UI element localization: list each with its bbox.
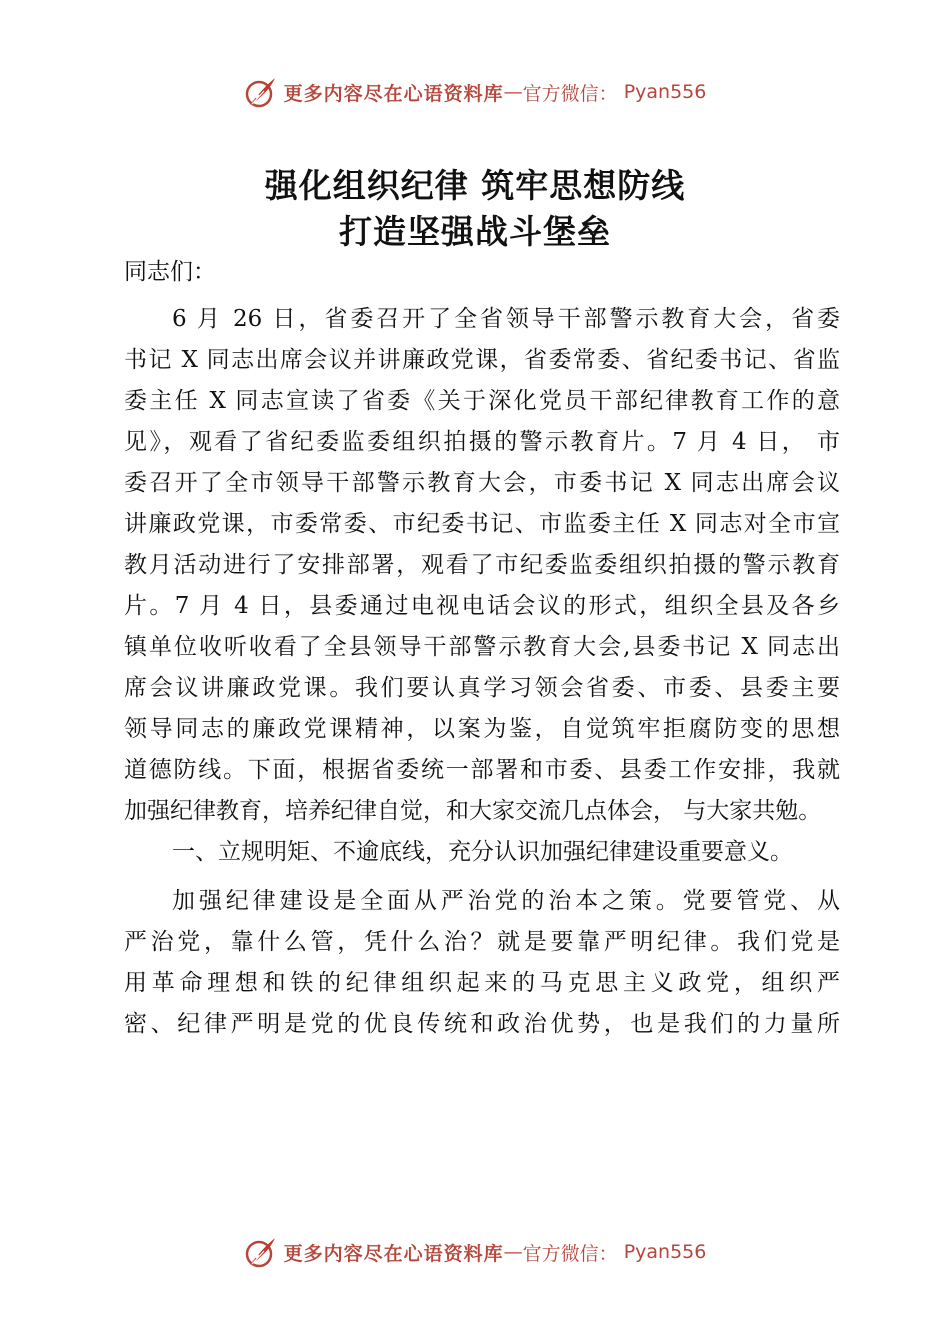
paragraph-line: 席会议讲廉政党课。我们要认真学习领会省委、市委、县委主要 <box>124 675 840 701</box>
paragraph-line: 镇单位收听收看了全县领导干部警示教育大会,县委书记 X 同志出 <box>124 634 840 660</box>
watermark-separator: — <box>503 81 523 103</box>
paragraph-line: 用革命理想和铁的纪律组织起来的马克思主义政党，组织严 <box>124 970 840 996</box>
watermark-wechat-id: Pyan556 <box>623 1241 707 1263</box>
paragraph-line: 严治党，靠什么管，凭什么治？就是要靠严明纪律。我们党是 <box>124 929 840 955</box>
paragraph-line: 委召开了全市领导干部警示教育大会，市委书记 X 同志出席会议 <box>124 470 840 496</box>
watermark-separator: — <box>503 1241 523 1263</box>
greeting: 同志们： <box>124 259 216 285</box>
document-body <box>124 252 840 1045</box>
watermark-brand-text: 更多内容尽在心语资料库 <box>283 82 504 105</box>
watermark-label: 官方微信： <box>522 82 618 105</box>
paragraph-1 <box>124 299 840 832</box>
document-title-line-2: 打造坚强战斗堡垒 <box>339 212 611 251</box>
paragraph-line: 领导同志的廉政党课精神，以案为鉴，自觉筑牢拒腐防变的思想 <box>124 716 840 742</box>
paragraph-line: 片。7 月 4 日，县委通过电视电话会议的形式，组织全县及各乡 <box>124 593 840 619</box>
watermark-brand-text: 更多内容尽在心语资料库 <box>283 1242 504 1265</box>
paragraph-line: 委主任 X 同志宣读了省委《关于深化党员干部纪律教育工作的意 <box>124 388 840 414</box>
paragraph-line: 见》，观看了省纪委监委组织拍摄的警示教育片。7 月 4 日， 市 <box>124 429 840 455</box>
footer-watermark <box>0 1232 950 1272</box>
paragraph-line: 加强纪律教育，培养纪律自觉，和大家交流几点体会， 与大家共勉。 <box>124 798 822 824</box>
feather-pen-logo-icon <box>244 1235 278 1269</box>
paragraph-line: 加强纪律建设是全面从严治党的治本之策。党要管党、从 <box>172 888 840 914</box>
watermark-label: 官方微信： <box>522 1242 618 1265</box>
paragraph-line: 书记 X 同志出席会议并讲廉政党课，省委常委、省纪委书记、省监 <box>124 347 840 373</box>
paragraph-line: 密、纪律严明是党的优良传统和政治优势，也是我们的力量所 <box>124 1011 840 1037</box>
header-watermark <box>0 72 950 112</box>
feather-pen-logo-icon <box>244 75 278 109</box>
paragraph-line: 教月活动进行了安排部署，观看了市纪委监委组织拍摄的警示教育 <box>124 552 840 578</box>
document-title-line-1: 强化组织纪律 筑牢思想防线 <box>264 166 686 205</box>
paragraph-2 <box>124 881 840 1045</box>
watermark-wechat-id: Pyan556 <box>623 81 707 103</box>
paragraph-line: 6 月 26 日，省委召开了全省领导干部警示教育大会，省委 <box>172 306 840 332</box>
section-heading: 一、立规明矩、不逾底线，充分认识加强纪律建设重要意义。 <box>172 839 793 865</box>
paragraph-line: 讲廉政党课，市委常委、市纪委书记、市监委主任 X 同志对全市宣 <box>124 511 840 537</box>
paragraph-line: 道德防线。下面，根据省委统一部署和市委、县委工作安排，我就 <box>124 757 840 783</box>
